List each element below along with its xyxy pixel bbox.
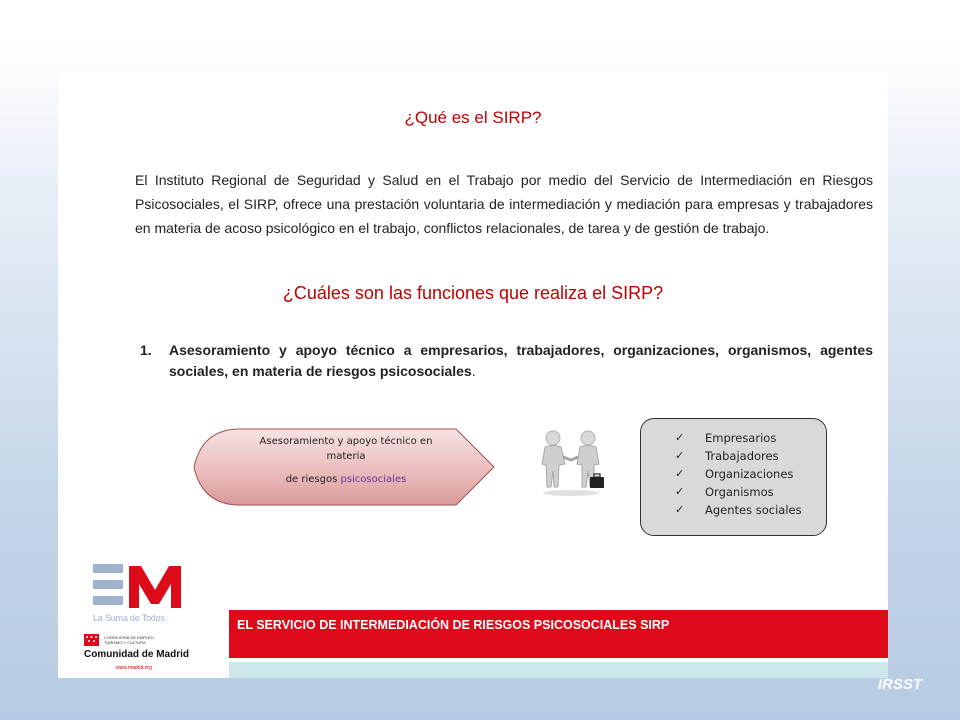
handshake-people-icon [536, 427, 606, 497]
madrid-web-url: www.madrid.org [116, 665, 152, 671]
svg-text:★: ★ [161, 560, 167, 567]
banner-text: EL SERVICIO DE INTERMEDIACIÓN DE RIESGOS PSICOSOCIALES SIRP [237, 618, 670, 632]
check-icon: ✓ [675, 449, 685, 462]
arrow-label [236, 434, 456, 487]
consejeria-text: CONSEJERÍA DE EMPLEO, TURISMO Y CULTURA [104, 635, 155, 645]
page-title: ¿Qué es el SIRP? [404, 108, 542, 127]
arrow-highlight: psicosociales [340, 474, 407, 485]
svg-text:★: ★ [171, 560, 177, 567]
intro-paragraph: El Instituto Regional de Seguridad y Salud en el Trabajo por medio del Servicio de Intermediación en Riesgos Psicosociales, el SIRP, ofrece una prestación voluntaria de intermediación y mediación para empresas y trabajadores en materia de acoso psicológico en el trabajo, conflictos relacionales, de tarea y de gestión de trabajo. [135, 172, 873, 236]
footer-banner [229, 610, 888, 658]
check-icon: ✓ [675, 467, 685, 480]
footer-stripe [229, 662, 888, 678]
check-icon: ✓ [675, 431, 685, 444]
checklist-item: ✓ Agentes sociales [675, 503, 802, 517]
section-subtitle: ¿Cuáles son las funciones que realiza el SIRP? [282, 283, 664, 303]
comunidad-madrid-name: Comunidad de Madrid [84, 649, 189, 660]
checklist-box [640, 418, 827, 536]
check-icon: ✓ [675, 503, 685, 516]
function-item-1 [140, 340, 873, 382]
item-number: 1. [140, 342, 152, 358]
comunidad-madrid-logo [58, 552, 228, 678]
irsst-label: IRSST [877, 676, 922, 693]
logo-tagline: La Suma de Todos [93, 613, 165, 623]
item-text-end: . [471, 363, 476, 379]
slide [58, 72, 888, 678]
madrid-m-logo-icon [93, 560, 188, 610]
arrow-line-2: materia [326, 451, 366, 462]
checklist-item: ✓ Empresarios [675, 431, 777, 445]
madrid-crest-icon [84, 634, 99, 646]
svg-text:★: ★ [141, 560, 147, 567]
svg-text:★: ★ [133, 560, 139, 567]
checklist-item: ✓ Organismos [675, 485, 774, 499]
item-text: Asesoramiento y apoyo técnico a empresarios, trabajadores, organizaciones, organismos, agentes sociales, en materia de riesgos psicosociales [169, 342, 873, 379]
arrow-line-1: Asesoramiento y apoyo técnico en [259, 436, 433, 447]
checklist-item: ✓ Trabajadores [675, 449, 779, 463]
check-icon: ✓ [675, 485, 685, 498]
arrow-line-3: de riesgos [285, 474, 341, 485]
svg-text:★: ★ [151, 560, 157, 567]
checklist-item: ✓ Organizaciones [675, 467, 794, 481]
